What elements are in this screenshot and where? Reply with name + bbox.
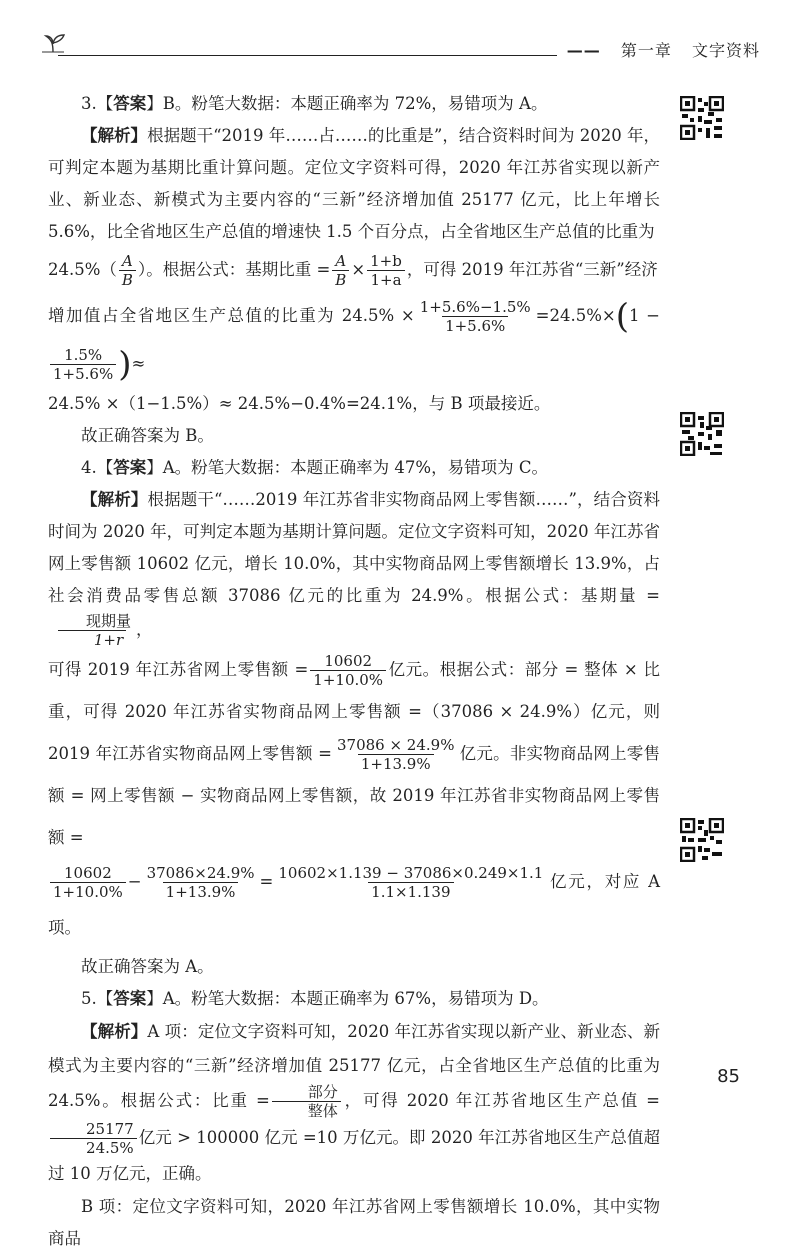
fraction — [50, 346, 116, 383]
qr-code-icon — [680, 96, 724, 140]
frac-den: 1+a — [367, 270, 404, 289]
q5-text: 亿元 > 100000 亿元 =10 万亿元。即 2020 年江苏省地区生产总值超过 10 万亿元，正确。 — [48, 1128, 660, 1183]
q4-text: 亿元。根据公式：部分 = 整体 × 比重，可得 2020 年江苏省实物商品网上零售额 =（37086 × 24.9%）亿元，则 2019 年江苏省实物商品网上零售额 = — [48, 660, 660, 763]
times-sign: × — [351, 260, 366, 279]
q4-body — [48, 649, 660, 859]
q5-answer-text: 】A。粉笔大数据：本题正确率为 67%，易错项为 D。 — [146, 989, 549, 1008]
q3-answer — [48, 88, 660, 120]
chapter-title: 文字资料 — [691, 41, 760, 60]
q3-conclusion: 故正确答案为 B。 — [81, 426, 214, 445]
q4-formula-line — [48, 859, 660, 951]
answer-label: 答案 — [113, 94, 147, 113]
fraction — [50, 864, 126, 901]
frac-num: 10602×1.139 − 37086×0.249×1.1 — [278, 864, 544, 882]
q4-analysis — [48, 484, 660, 649]
frac-den: 1.1×1.139 — [368, 882, 453, 901]
q3-text: =24.5%× — [535, 306, 616, 325]
frac-den: 1+13.9% — [163, 882, 239, 901]
answer-label: 答案 — [113, 989, 147, 1008]
analysis-label: 【解析】 — [81, 126, 148, 145]
frac-num: 1.5% — [64, 346, 103, 364]
frac-den: 1+10.0% — [310, 670, 386, 689]
q4-text: ， — [136, 620, 153, 639]
q4-text: 可得 2019 年江苏省网上零售额 = — [48, 660, 309, 679]
main-content — [48, 88, 660, 1255]
fraction — [119, 252, 136, 289]
frac-den: 1+10.0% — [50, 882, 126, 901]
frac-den: 1+r — [58, 630, 126, 649]
q5-answer — [48, 983, 660, 1015]
fraction — [50, 1120, 137, 1157]
q3-text: ≈ — [131, 354, 146, 373]
q3-number: 3.【 — [81, 94, 114, 113]
paren-open: ( — [615, 296, 629, 337]
fraction — [367, 252, 405, 289]
frac-num: 现期量 — [86, 612, 132, 630]
frac-den: B — [332, 270, 349, 289]
fraction — [310, 652, 386, 689]
frac-num: A — [122, 252, 133, 270]
q5-text: ，可得 2020 年江苏省地区生产总值 = — [342, 1091, 660, 1110]
frac-den: 1+13.9% — [358, 754, 434, 773]
frac-num: 10602 — [324, 652, 373, 670]
chapter-number: 第一章 — [620, 41, 672, 60]
frac-num: 25177 — [86, 1120, 134, 1138]
frac-num: A — [335, 252, 347, 270]
frac-num: 37086×24.9% — [146, 864, 255, 882]
header-dash: —— — [566, 41, 601, 60]
q3-analysis-text: 根据题干“2019 年……占……的比重是”，结合资料时间为 2020 年，可判定本题为基期比重计算问题。定位文字资料可得，2020 年江苏省实现以新产业、新业态、新模式为主要内容的“三新”经济增加值 25177 亿元，比上年增长 5.6%，比全省地区生产总值的增速快 1.5 个百分点，占全省地区生产总值的比重为 — [48, 126, 661, 241]
frac-num: 部分 — [307, 1083, 338, 1101]
q4-text: 亿元。非实物商品网上零售额 = 网上零售额 − 实物商品网上零售额，故 2019 年江苏省非实物商品网上零售额 = — [48, 744, 661, 847]
q4-text: 亿元，对应 A 项。 — [48, 872, 660, 937]
q3-text: 增加值占全省地区生产总值的比重为 24.5% × — [48, 306, 415, 325]
q4-number: 4.【 — [81, 458, 114, 477]
paren-close: ) — [118, 344, 132, 385]
q4-analysis-text: 根据题干“……2019 年江苏省非实物商品网上零售额……”，结合资料时间为 2020 年，可判定本题为基期计算问题。定位文字资料可知，2020 年江苏省网上零售额 10602 亿元，增长 10.0%，其中实物商品网上零售额增长 13.9%，占社会消费品零售总额 37086 亿元的比重为 24.9%。根据公式：基期量 = — [48, 490, 660, 605]
q3-result-line: 24.5% ×（1−1.5%）≈ 24.5%−0.4%=24.1%，与 B 项最接近。 — [48, 394, 551, 413]
page-number: 85 — [717, 1066, 740, 1087]
fraction — [144, 864, 258, 901]
q5-analysis-text: A 项：定位文字资料可知，2020 年江苏省实现以新产业、新业态、新模式为主要内容的“三新”经济增加值 25177 亿元，占全省地区生产总值的比重为 24.5%。根据公式：比重 = — [48, 1022, 660, 1110]
equals-sign: = — [259, 872, 274, 891]
answer-label: 答案 — [113, 458, 147, 477]
q4-conclusion: 故正确答案为 A。 — [81, 957, 214, 976]
q4-answer — [48, 452, 660, 484]
q5-analysis — [48, 1015, 660, 1191]
fraction — [50, 612, 134, 649]
q3-analysis — [48, 120, 660, 248]
analysis-label: 【解析】 — [81, 490, 148, 509]
q3-text: ，可得 2019 年江苏省“三新”经济 — [406, 260, 658, 279]
q3-answer-text: 】B。粉笔大数据：本题正确率为 72%，易错项为 A。 — [146, 94, 548, 113]
q5-option-b: B 项：定位文字资料可知，2020 年江苏省网上零售额增长 10.0%，其中实物商品 — [48, 1197, 660, 1248]
frac-den: 1+5.6% — [442, 316, 508, 335]
q3-text: 1 − — [628, 306, 660, 325]
qr-code-icon — [680, 818, 724, 862]
q5-number: 5.【 — [81, 989, 114, 1008]
frac-num: 1+b — [370, 252, 402, 270]
chapter-heading — [557, 38, 764, 61]
frac-den: 24.5% — [50, 1138, 137, 1157]
frac-num: 1+5.6%−1.5% — [419, 298, 531, 316]
frac-den: B — [119, 270, 136, 289]
fraction — [272, 1083, 341, 1120]
frac-den: 整体 — [272, 1101, 341, 1120]
frac-den: 1+5.6% — [50, 364, 116, 383]
frac-num: 37086 × 24.9% — [336, 736, 455, 754]
fraction — [334, 736, 457, 773]
q3-text: ）。根据公式：基期比重 = — [137, 260, 331, 279]
analysis-label: 【解析】 — [81, 1022, 148, 1041]
q3-formula-line-2 — [48, 292, 660, 388]
q3-text: 24.5%（ — [48, 260, 117, 279]
page-header — [0, 0, 800, 80]
fraction — [275, 864, 546, 901]
qr-code-icon — [680, 412, 724, 456]
q4-answer-text: 】A。粉笔大数据：本题正确率为 47%，易错项为 C。 — [146, 458, 548, 477]
minus-sign: − — [127, 872, 142, 891]
q3-formula-line — [48, 248, 660, 292]
frac-num: 10602 — [64, 864, 112, 882]
fraction — [332, 252, 349, 289]
sprout-icon — [40, 30, 66, 54]
fraction — [417, 298, 534, 335]
